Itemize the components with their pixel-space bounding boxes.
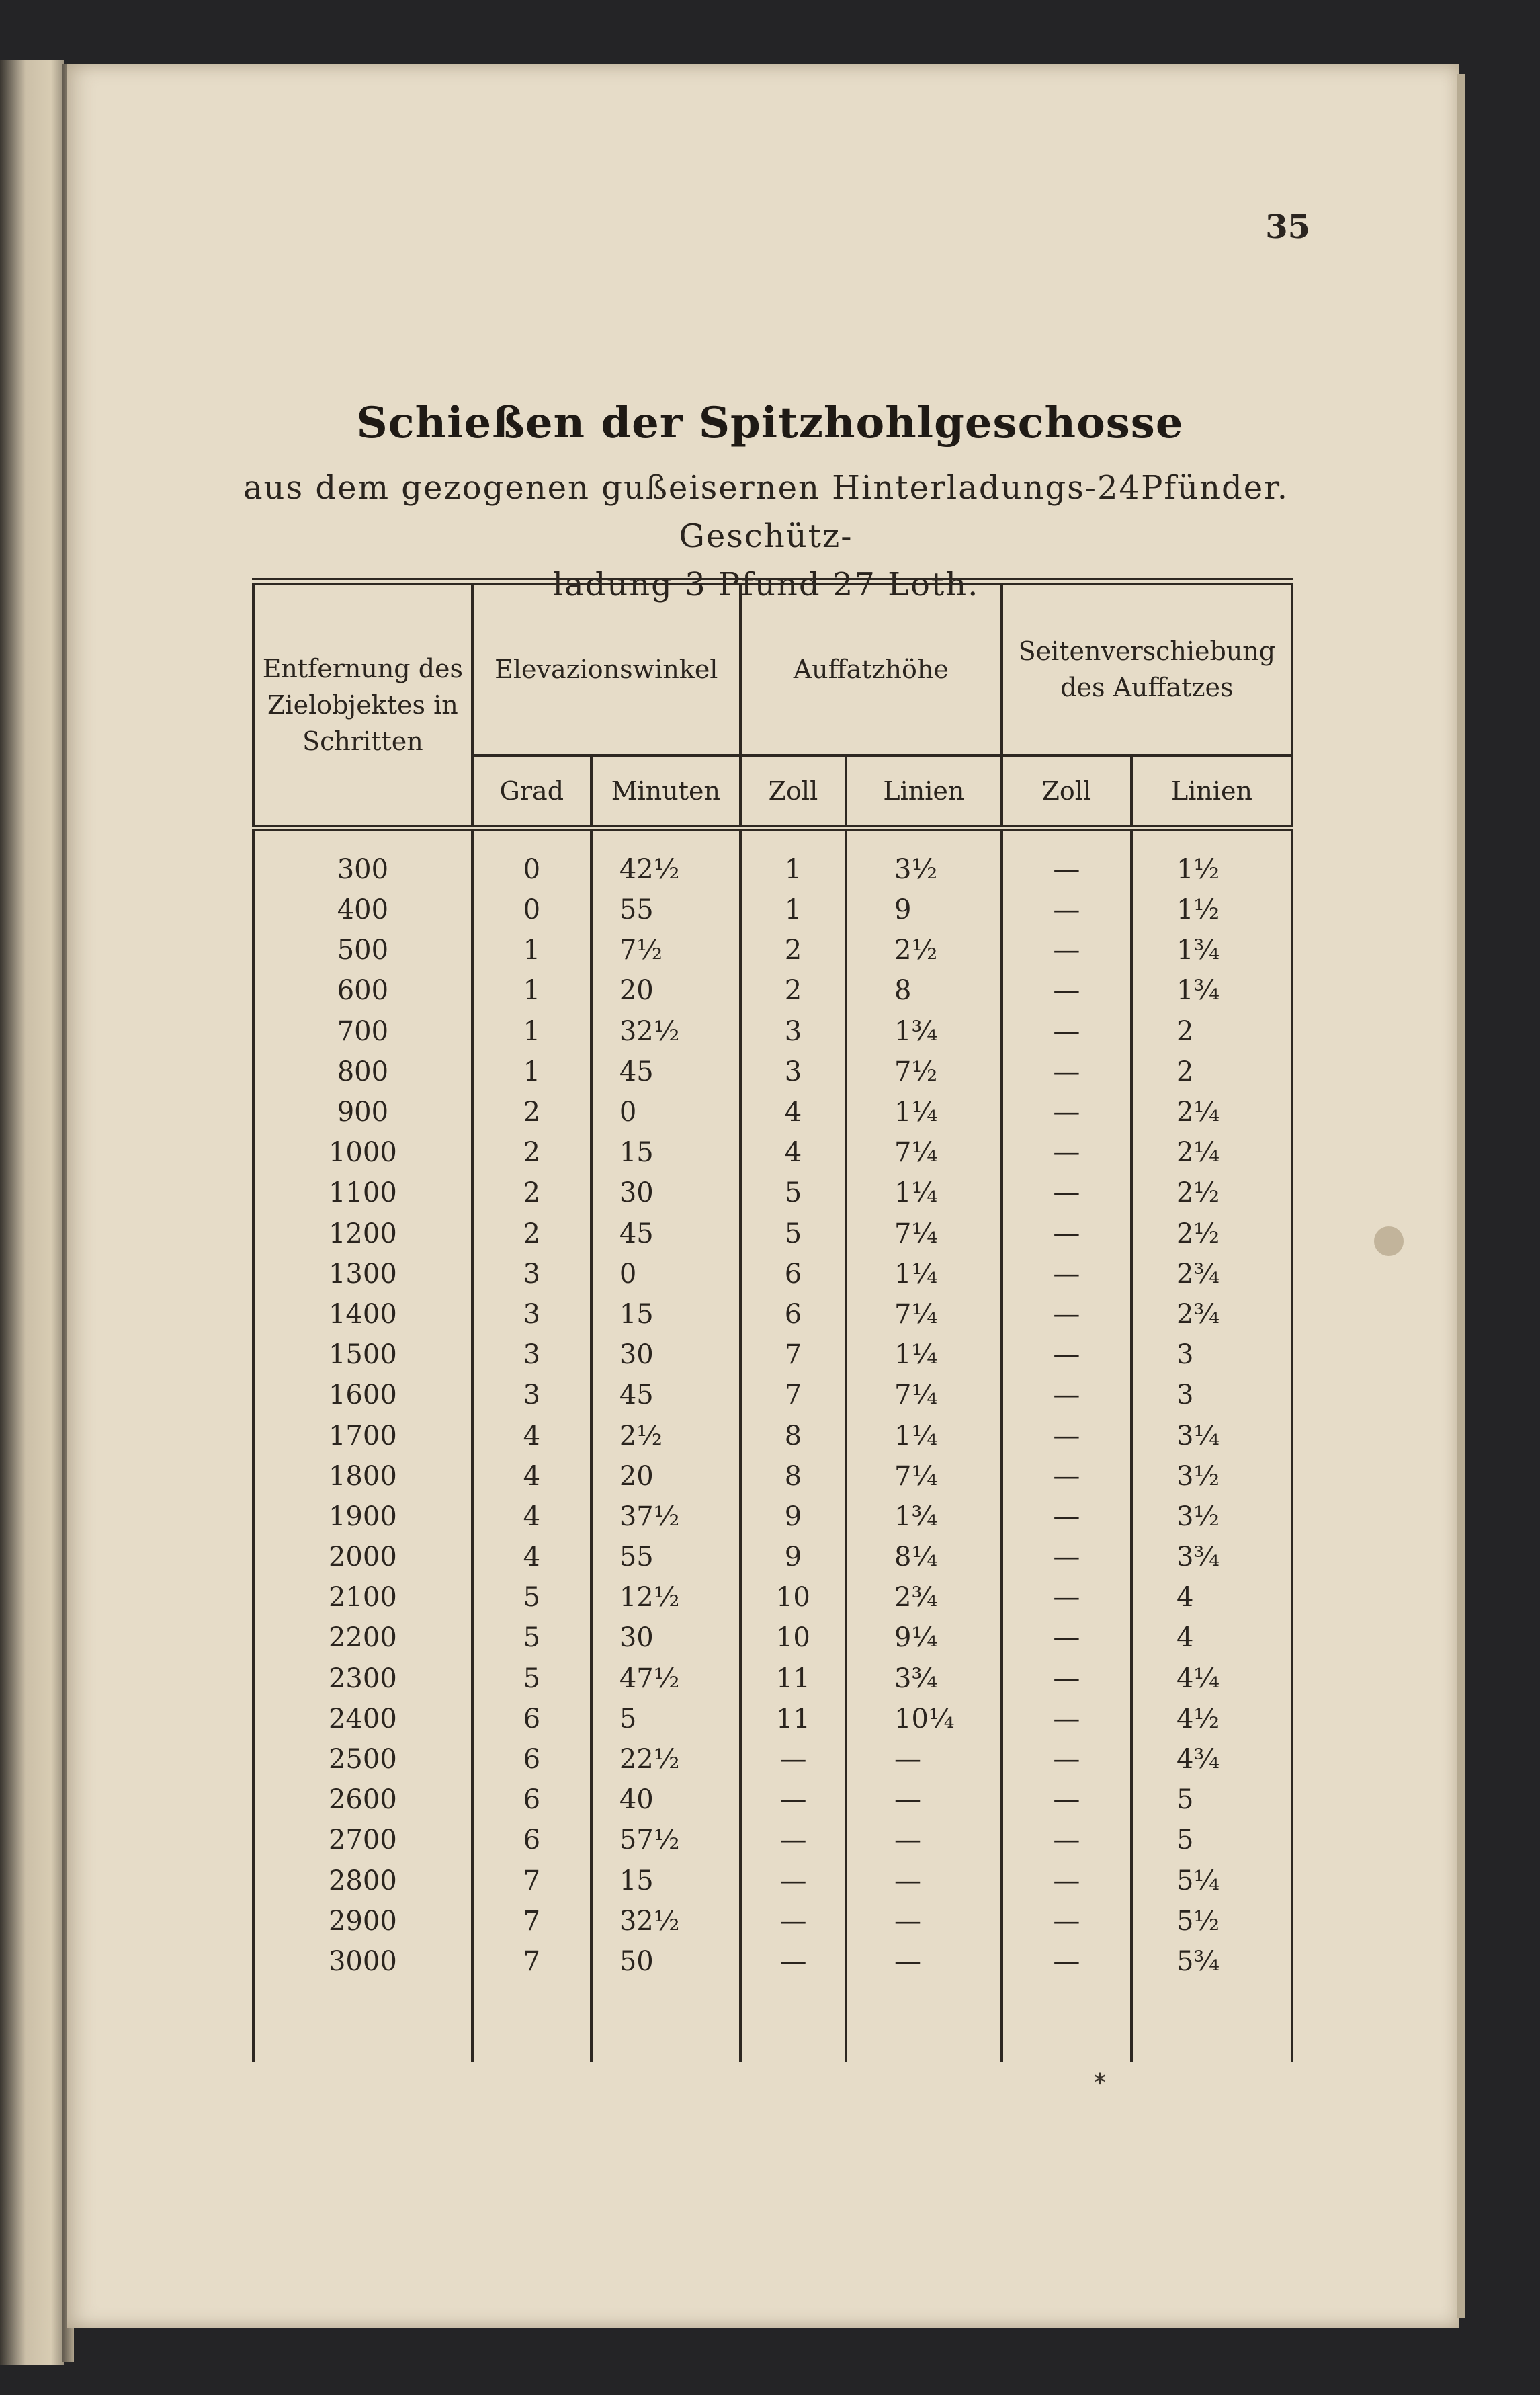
cell-lateral-zoll: —: [1002, 1173, 1131, 1213]
cell-minuten: 40: [591, 1779, 740, 1820]
cell-lateral-zoll: —: [1002, 1739, 1131, 1779]
cell-linien: —: [846, 1901, 1002, 1941]
cell-minuten: 15: [591, 1861, 740, 1901]
cell-zoll: 2: [740, 930, 846, 970]
cell-minuten: 0: [591, 1092, 740, 1132]
cell-zoll: 8: [740, 1415, 846, 1456]
cell-minuten: 42½: [591, 828, 740, 890]
cell-zoll: 4: [740, 1092, 846, 1132]
table-row: [253, 1941, 1292, 1982]
cell-lateral-zoll: —: [1002, 1901, 1131, 1941]
cell-lateral-linien: 4¾: [1131, 1739, 1292, 1779]
cell-lateral-linien: 2½: [1131, 1214, 1292, 1254]
cell-linien: 8: [846, 970, 1002, 1011]
cell-linien: 7¼: [846, 1294, 1002, 1335]
cell-lateral-linien: 4: [1131, 1577, 1292, 1617]
cell-minuten: 45: [591, 1375, 740, 1415]
cell-minuten: 7½: [591, 930, 740, 970]
table-row: [253, 970, 1292, 1011]
spacer-cell: [846, 1982, 1002, 2062]
spacer-cell: [1002, 1982, 1131, 2062]
cell-zoll: —: [740, 1739, 846, 1779]
spacer-cell: [472, 1982, 591, 2062]
cell-distance: 2700: [253, 1820, 472, 1860]
cell-grad: 4: [472, 1456, 591, 1497]
subtitle-line-2: ladung 3 Pfund 27 Loth.: [552, 566, 980, 603]
header-linien: Linien: [846, 755, 1002, 828]
cell-grad: 4: [472, 1537, 591, 1577]
cell-zoll: —: [740, 1779, 846, 1820]
cell-linien: 1¾: [846, 1011, 1002, 1052]
cell-lateral-zoll: —: [1002, 1254, 1131, 1294]
cell-zoll: 3: [740, 1052, 846, 1092]
cell-distance: 700: [253, 1011, 472, 1052]
table-row: [253, 1699, 1292, 1739]
table-row: [253, 1294, 1292, 1335]
cell-lateral-linien: 2¾: [1131, 1294, 1292, 1335]
cell-distance: 1800: [253, 1456, 472, 1497]
cell-linien: 2¾: [846, 1577, 1002, 1617]
cell-lateral-zoll: —: [1002, 1617, 1131, 1658]
header-distance: Entfernung des Zielobjektes in Schritten: [253, 581, 472, 828]
cell-distance: 2500: [253, 1739, 472, 1779]
cell-grad: 5: [472, 1617, 591, 1658]
table-row: [253, 828, 1292, 890]
header-minuten: Minuten: [591, 755, 740, 828]
cell-lateral-linien: 2¼: [1131, 1132, 1292, 1173]
table-row: [253, 1861, 1292, 1901]
cell-grad: 2: [472, 1092, 591, 1132]
cell-minuten: 37½: [591, 1497, 740, 1537]
spacer-cell: [591, 1982, 740, 2062]
cell-distance: 1200: [253, 1214, 472, 1254]
cell-lateral-zoll: —: [1002, 1294, 1131, 1335]
table-row: [253, 1173, 1292, 1213]
cell-grad: 5: [472, 1658, 591, 1699]
cell-lateral-zoll: —: [1002, 1941, 1131, 1982]
cell-zoll: 7: [740, 1335, 846, 1375]
cell-grad: 7: [472, 1941, 591, 1982]
cell-linien: 3½: [846, 828, 1002, 890]
cell-zoll: —: [740, 1820, 846, 1860]
cell-minuten: 22½: [591, 1739, 740, 1779]
cell-zoll: 3: [740, 1011, 846, 1052]
cell-lateral-linien: 2¼: [1131, 1092, 1292, 1132]
cell-lateral-linien: 5: [1131, 1820, 1292, 1860]
cell-zoll: 6: [740, 1254, 846, 1294]
cell-distance: 2800: [253, 1861, 472, 1901]
cell-zoll: 10: [740, 1577, 846, 1617]
table-row: [253, 1617, 1292, 1658]
cell-linien: 7¼: [846, 1375, 1002, 1415]
table-row: [253, 1214, 1292, 1254]
cell-linien: 1¾: [846, 1497, 1002, 1537]
cell-grad: 4: [472, 1415, 591, 1456]
subtitle-line-1: aus dem gezogenen gußeisernen Hinterladungs-24Pfünder. Geschütz-: [243, 469, 1289, 555]
header-zoll-lateral: Zoll: [1002, 755, 1131, 828]
cell-distance: 3000: [253, 1941, 472, 1982]
cell-minuten: 55: [591, 890, 740, 930]
cell-lateral-zoll: —: [1002, 1214, 1131, 1254]
cell-linien: 7½: [846, 1052, 1002, 1092]
cell-lateral-linien: 1¾: [1131, 930, 1292, 970]
cell-zoll: 11: [740, 1658, 846, 1699]
cell-lateral-zoll: —: [1002, 1415, 1131, 1456]
cell-lateral-zoll: —: [1002, 930, 1131, 970]
table-row: [253, 1254, 1292, 1294]
spacer-cell: [253, 1982, 472, 2062]
cell-lateral-linien: 3¾: [1131, 1537, 1292, 1577]
cell-linien: 1¼: [846, 1415, 1002, 1456]
cell-minuten: 12½: [591, 1577, 740, 1617]
table-row: [253, 1658, 1292, 1699]
cell-grad: 1: [472, 1011, 591, 1052]
spacer-cell: [740, 1982, 846, 2062]
cell-grad: 3: [472, 1375, 591, 1415]
cell-zoll: —: [740, 1861, 846, 1901]
cell-distance: 1500: [253, 1335, 472, 1375]
cell-linien: 10¼: [846, 1699, 1002, 1739]
cell-lateral-linien: 2: [1131, 1052, 1292, 1092]
cell-zoll: —: [740, 1901, 846, 1941]
cell-grad: 1: [472, 930, 591, 970]
header-elevation: Elevazionswinkel: [472, 581, 740, 755]
table-row: [253, 1577, 1292, 1617]
cell-lateral-linien: 3¼: [1131, 1415, 1292, 1456]
cell-minuten: 15: [591, 1132, 740, 1173]
cell-lateral-zoll: —: [1002, 1861, 1131, 1901]
cell-distance: 1900: [253, 1497, 472, 1537]
cell-distance: 2200: [253, 1617, 472, 1658]
table-row: [253, 1052, 1292, 1092]
cell-zoll: 1: [740, 890, 846, 930]
cell-minuten: 20: [591, 1456, 740, 1497]
table-row: [253, 930, 1292, 970]
cell-distance: 1300: [253, 1254, 472, 1294]
cell-minuten: 57½: [591, 1820, 740, 1860]
cell-zoll: 7: [740, 1375, 846, 1415]
cell-lateral-linien: 5¾: [1131, 1941, 1292, 1982]
cell-lateral-linien: 1¾: [1131, 970, 1292, 1011]
cell-minuten: 20: [591, 970, 740, 1011]
cell-lateral-linien: 5: [1131, 1779, 1292, 1820]
cell-distance: 1100: [253, 1173, 472, 1213]
cell-lateral-zoll: —: [1002, 1658, 1131, 1699]
table-row: [253, 1375, 1292, 1415]
table-row: [253, 1415, 1292, 1456]
cell-distance: 800: [253, 1052, 472, 1092]
cell-minuten: 45: [591, 1052, 740, 1092]
cell-linien: 1¼: [846, 1092, 1002, 1132]
table-row: [253, 1820, 1292, 1860]
cell-minuten: 30: [591, 1335, 740, 1375]
cell-linien: —: [846, 1820, 1002, 1860]
cell-lateral-linien: 3½: [1131, 1456, 1292, 1497]
cell-lateral-zoll: —: [1002, 1335, 1131, 1375]
cell-zoll: 9: [740, 1537, 846, 1577]
header-zoll: Zoll: [740, 755, 846, 828]
cell-lateral-zoll: —: [1002, 1699, 1131, 1739]
cell-lateral-linien: 2: [1131, 1011, 1292, 1052]
cell-grad: 1: [472, 1052, 591, 1092]
cell-linien: 8¼: [846, 1537, 1002, 1577]
table-header: [253, 581, 1292, 828]
cell-distance: 2000: [253, 1537, 472, 1577]
cell-lateral-zoll: —: [1002, 1011, 1131, 1052]
cell-linien: 7¼: [846, 1214, 1002, 1254]
table-row: [253, 1335, 1292, 1375]
cell-linien: 9¼: [846, 1617, 1002, 1658]
cell-distance: 400: [253, 890, 472, 930]
table-row: [253, 1537, 1292, 1577]
cell-distance: 2400: [253, 1699, 472, 1739]
cell-lateral-linien: 4: [1131, 1617, 1292, 1658]
table-row: [253, 890, 1292, 930]
cell-minuten: 45: [591, 1214, 740, 1254]
table-body: [253, 828, 1292, 2062]
table-row: [253, 1779, 1292, 1820]
cell-minuten: 0: [591, 1254, 740, 1294]
table-row: [253, 1739, 1292, 1779]
page-number: 35: [1265, 208, 1310, 246]
cell-minuten: 50: [591, 1941, 740, 1982]
table-row: [253, 1456, 1292, 1497]
cell-minuten: 32½: [591, 1011, 740, 1052]
cell-linien: 7¼: [846, 1456, 1002, 1497]
cell-lateral-linien: 4¼: [1131, 1658, 1292, 1699]
cell-minuten: 32½: [591, 1901, 740, 1941]
cell-grad: 2: [472, 1173, 591, 1213]
cell-zoll: 10: [740, 1617, 846, 1658]
cell-lateral-zoll: —: [1002, 828, 1131, 890]
cell-distance: 2900: [253, 1901, 472, 1941]
cell-grad: 3: [472, 1294, 591, 1335]
cell-lateral-linien: 3: [1131, 1335, 1292, 1375]
cell-lateral-zoll: —: [1002, 1820, 1131, 1860]
cell-grad: 1: [472, 970, 591, 1011]
data-table: [252, 578, 1293, 2062]
cell-minuten: 2½: [591, 1415, 740, 1456]
cell-linien: 7¼: [846, 1132, 1002, 1173]
header-grad: Grad: [472, 755, 591, 828]
cell-linien: 9: [846, 890, 1002, 930]
table-row: [253, 1901, 1292, 1941]
cell-lateral-linien: 3: [1131, 1375, 1292, 1415]
paper-stain: [1374, 1226, 1404, 1256]
cell-zoll: 11: [740, 1699, 846, 1739]
cell-lateral-zoll: —: [1002, 1577, 1131, 1617]
cell-lateral-linien: 2¾: [1131, 1254, 1292, 1294]
header-linien-lateral: Linien: [1131, 755, 1292, 828]
table-row: [253, 1011, 1292, 1052]
cell-linien: —: [846, 1739, 1002, 1779]
cell-linien: 1¼: [846, 1173, 1002, 1213]
cell-linien: 3¾: [846, 1658, 1002, 1699]
cell-zoll: 5: [740, 1173, 846, 1213]
cell-distance: 2600: [253, 1779, 472, 1820]
header-row-1: [253, 581, 1292, 755]
cell-grad: 6: [472, 1699, 591, 1739]
cell-distance: 1700: [253, 1415, 472, 1456]
cell-grad: 4: [472, 1497, 591, 1537]
cell-lateral-linien: 5½: [1131, 1901, 1292, 1941]
cell-lateral-zoll: —: [1002, 1497, 1131, 1537]
cell-distance: 1600: [253, 1375, 472, 1415]
cell-grad: 2: [472, 1132, 591, 1173]
cell-distance: 2300: [253, 1658, 472, 1699]
cell-linien: 1¼: [846, 1254, 1002, 1294]
cell-zoll: 8: [740, 1456, 846, 1497]
cell-linien: —: [846, 1941, 1002, 1982]
cell-grad: 6: [472, 1779, 591, 1820]
cell-lateral-zoll: —: [1002, 1092, 1131, 1132]
cell-lateral-linien: 4½: [1131, 1699, 1292, 1739]
cell-grad: 6: [472, 1820, 591, 1860]
cell-lateral-linien: 1½: [1131, 828, 1292, 890]
cell-zoll: 6: [740, 1294, 846, 1335]
cell-lateral-zoll: —: [1002, 1537, 1131, 1577]
cell-zoll: 5: [740, 1214, 846, 1254]
cell-lateral-zoll: —: [1002, 1456, 1131, 1497]
cell-lateral-linien: 5¼: [1131, 1861, 1292, 1901]
page-title: Schießen der Spitzhohlgeschosse: [356, 398, 1184, 448]
table-row: [253, 1497, 1292, 1537]
firing-table: [252, 578, 1293, 2056]
header-lateral: Seitenverschiebung des Auffatzes: [1002, 581, 1292, 755]
cell-distance: 500: [253, 930, 472, 970]
cell-minuten: 30: [591, 1617, 740, 1658]
cell-minuten: 47½: [591, 1658, 740, 1699]
cell-lateral-zoll: —: [1002, 890, 1131, 930]
cell-zoll: 4: [740, 1132, 846, 1173]
cell-linien: 1¼: [846, 1335, 1002, 1375]
cell-lateral-zoll: —: [1002, 1132, 1131, 1173]
cell-minuten: 30: [591, 1173, 740, 1213]
cell-linien: 2½: [846, 930, 1002, 970]
cell-distance: 300: [253, 828, 472, 890]
cell-minuten: 55: [591, 1537, 740, 1577]
spacer-cell: [1131, 1982, 1292, 2062]
cell-grad: 3: [472, 1254, 591, 1294]
cell-lateral-linien: 1½: [1131, 890, 1292, 930]
cell-lateral-zoll: —: [1002, 970, 1131, 1011]
cell-zoll: —: [740, 1941, 846, 1982]
cell-lateral-zoll: —: [1002, 1052, 1131, 1092]
cell-lateral-linien: 3½: [1131, 1497, 1292, 1537]
cell-linien: —: [846, 1861, 1002, 1901]
cell-grad: 0: [472, 890, 591, 930]
cell-distance: 900: [253, 1092, 472, 1132]
cell-lateral-linien: 2½: [1131, 1173, 1292, 1213]
cell-grad: 3: [472, 1335, 591, 1375]
cell-zoll: 1: [740, 828, 846, 890]
cell-lateral-zoll: —: [1002, 1779, 1131, 1820]
cell-zoll: 9: [740, 1497, 846, 1537]
cell-distance: 2100: [253, 1577, 472, 1617]
footer-mark: *: [1094, 2070, 1106, 2097]
cell-distance: 1400: [253, 1294, 472, 1335]
cell-grad: 0: [472, 828, 591, 890]
table-row: [253, 1092, 1292, 1132]
cell-grad: 2: [472, 1214, 591, 1254]
cell-minuten: 5: [591, 1699, 740, 1739]
table-row: [253, 1132, 1292, 1173]
cell-distance: 600: [253, 970, 472, 1011]
cell-zoll: 2: [740, 970, 846, 1011]
cell-grad: 5: [472, 1577, 591, 1617]
cell-grad: 6: [472, 1739, 591, 1779]
cell-linien: —: [846, 1779, 1002, 1820]
cell-distance: 1000: [253, 1132, 472, 1173]
cell-lateral-zoll: —: [1002, 1375, 1131, 1415]
cell-minuten: 15: [591, 1294, 740, 1335]
header-sight-height: Auffatzhöhe: [740, 581, 1002, 755]
cell-grad: 7: [472, 1901, 591, 1941]
table-spacer-row: [253, 1982, 1292, 2062]
cell-grad: 7: [472, 1861, 591, 1901]
